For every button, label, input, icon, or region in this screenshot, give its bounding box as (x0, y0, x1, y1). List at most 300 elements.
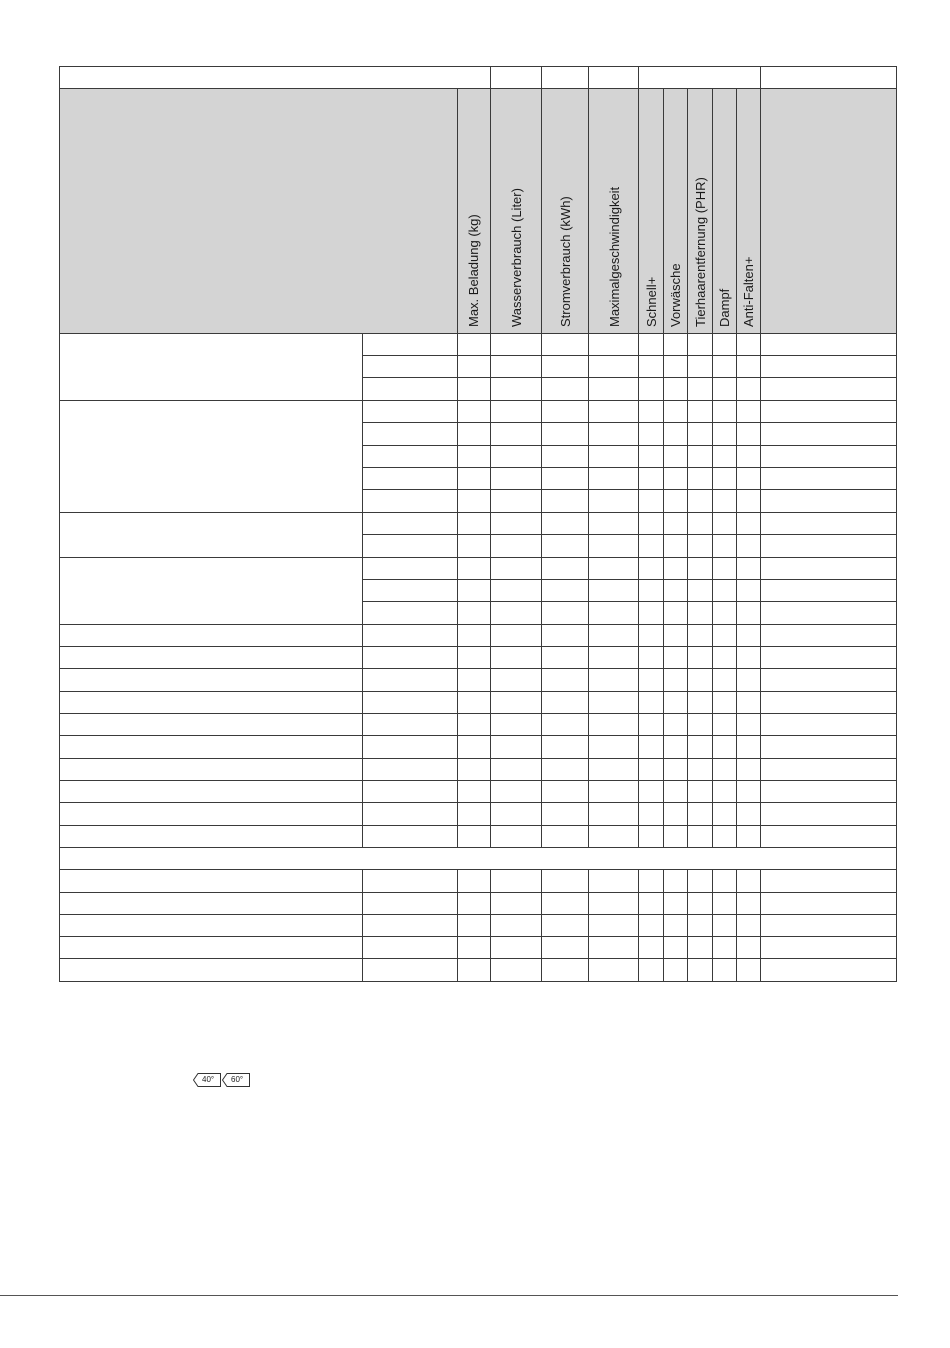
grid-line (736, 646, 737, 669)
grid-line (362, 892, 363, 915)
grid-line (736, 892, 737, 915)
grid-line (490, 601, 491, 625)
grid-line (663, 869, 664, 893)
grid-line (362, 445, 363, 468)
grid-line (663, 557, 664, 580)
grid-line (663, 691, 664, 714)
grid-line (541, 825, 542, 848)
grid-line (541, 489, 542, 513)
grid-line (588, 445, 589, 468)
grid-line (541, 646, 542, 669)
grid-line (457, 713, 458, 736)
grid-line (59, 66, 897, 67)
grid-line (59, 66, 60, 89)
grid-line (896, 758, 897, 781)
grid-line (736, 869, 737, 893)
grid-line (638, 936, 639, 959)
grid-line (736, 825, 737, 848)
grid-line (638, 88, 639, 333)
grid-line (638, 802, 639, 826)
grid-line (490, 400, 491, 423)
grid-line (712, 489, 713, 513)
grid-line (541, 88, 542, 333)
grid-line (59, 802, 897, 803)
grid-line (736, 422, 737, 446)
grid-line (638, 735, 639, 759)
col-header-pet-hair: Tierhaarentfernung (PHR) (693, 177, 708, 327)
grid-line (59, 333, 60, 356)
grid-line (687, 958, 688, 982)
grid-line (896, 646, 897, 669)
grid-line (362, 825, 363, 848)
grid-line (588, 534, 589, 558)
grid-line (687, 601, 688, 625)
grid-line (362, 624, 363, 647)
temp-40-label: 40° (202, 1075, 215, 1084)
grid-line (638, 780, 639, 803)
grid-line (457, 691, 458, 714)
grid-line (760, 914, 761, 937)
grid-line (760, 88, 761, 333)
grid-line (736, 557, 737, 580)
grid-line (663, 914, 664, 937)
grid-line (663, 422, 664, 446)
grid-line (490, 333, 491, 356)
grid-line (760, 445, 761, 468)
grid-line (490, 66, 491, 89)
grid-line (896, 825, 897, 848)
grid-line (490, 534, 491, 558)
grid-line (736, 400, 737, 423)
grid-line (59, 825, 60, 848)
grid-line (760, 646, 761, 669)
grid-line (687, 377, 688, 401)
grid-line (638, 601, 639, 625)
grid-line (663, 377, 664, 401)
grid-line (896, 713, 897, 736)
grid-line (736, 601, 737, 625)
grid-line (663, 333, 664, 356)
grid-line (59, 869, 897, 870)
grid-line (687, 355, 688, 378)
grid-line (457, 601, 458, 625)
grid-line (59, 400, 60, 423)
grid-line (59, 713, 897, 714)
grid-line (457, 333, 458, 356)
grid-line (457, 489, 458, 513)
grid-line (638, 355, 639, 378)
grid-line (59, 668, 897, 669)
grid-line (638, 467, 639, 490)
grid-line (362, 958, 363, 982)
grid-line (490, 557, 491, 580)
grid-line (760, 579, 761, 602)
col-header-prewash: Vorwäsche (668, 263, 683, 327)
grid-line (59, 534, 60, 558)
grid-line (59, 914, 897, 915)
grid-line (588, 601, 589, 625)
grid-line (541, 802, 542, 826)
grid-line (541, 534, 542, 558)
grid-line (541, 467, 542, 490)
grid-line (638, 512, 639, 535)
grid-line (638, 333, 639, 356)
grid-line (638, 422, 639, 446)
grid-line (59, 936, 60, 959)
grid-line (59, 377, 60, 401)
grid-line (541, 377, 542, 401)
grid-line (687, 512, 688, 535)
col-header-energy: Stromverbrauch (kWh) (558, 196, 573, 327)
grid-line (457, 735, 458, 759)
grid-line (588, 758, 589, 781)
grid-line (760, 512, 761, 535)
temp-40-icon (193, 1073, 221, 1087)
grid-line (457, 377, 458, 401)
grid-line (712, 914, 713, 937)
grid-line (588, 735, 589, 759)
grid-line (59, 557, 897, 558)
grid-line (687, 400, 688, 423)
grid-line (687, 557, 688, 580)
grid-line (59, 467, 60, 490)
grid-line (541, 713, 542, 736)
grid-line (638, 66, 639, 89)
grid-line (736, 355, 737, 378)
grid-line (362, 601, 897, 602)
grid-line (687, 646, 688, 669)
temp-60-label: 60° (231, 1075, 244, 1084)
grid-line (490, 467, 491, 490)
grid-line (59, 847, 897, 848)
grid-line (760, 400, 761, 423)
grid-line (541, 936, 542, 959)
grid-line (638, 668, 639, 692)
temp-60-icon (222, 1073, 250, 1087)
grid-line (712, 668, 713, 692)
grid-line (490, 377, 491, 401)
grid-line (736, 333, 737, 356)
grid-line (588, 802, 589, 826)
grid-line (541, 579, 542, 602)
col-header-anti-crease: Anti-Falten+ (741, 256, 756, 327)
grid-line (663, 735, 664, 759)
grid-line (59, 758, 897, 759)
grid-line (490, 869, 491, 893)
grid-line (760, 467, 761, 490)
grid-line (663, 400, 664, 423)
grid-line (490, 825, 491, 848)
grid-line (490, 445, 491, 468)
grid-line (362, 377, 897, 378)
grid-line (588, 467, 589, 490)
grid-line (663, 489, 664, 513)
grid-line (457, 646, 458, 669)
grid-line (59, 646, 897, 647)
grid-line (760, 735, 761, 759)
grid-line (362, 646, 363, 669)
grid-line (59, 624, 60, 647)
grid-line (59, 735, 60, 759)
grid-line (896, 802, 897, 826)
grid-line (362, 557, 363, 580)
grid-line (736, 489, 737, 513)
grid-line (896, 422, 897, 446)
grid-line (588, 489, 589, 513)
grid-line (59, 914, 60, 937)
grid-line (896, 735, 897, 759)
grid-line (736, 512, 737, 535)
grid-line (638, 445, 639, 468)
grid-line (663, 601, 664, 625)
grid-line (588, 377, 589, 401)
grid-line (712, 958, 713, 982)
grid-line (712, 624, 713, 647)
grid-line (588, 869, 589, 893)
grid-line (457, 758, 458, 781)
grid-line (663, 445, 664, 468)
footer-rule (0, 1295, 898, 1296)
grid-line (760, 892, 761, 915)
grid-line (736, 802, 737, 826)
grid-line (362, 489, 363, 513)
grid-line (457, 400, 458, 423)
grid-line (362, 780, 363, 803)
grid-line (712, 400, 713, 423)
col-header-quick: Schnell+ (644, 276, 659, 327)
grid-line (362, 512, 363, 535)
grid-line (712, 758, 713, 781)
grid-line (760, 534, 761, 558)
grid-line (638, 713, 639, 736)
grid-line (687, 713, 688, 736)
grid-line (588, 557, 589, 580)
grid-line (896, 668, 897, 692)
grid-line (59, 981, 897, 982)
grid-line (663, 758, 664, 781)
grid-line (687, 489, 688, 513)
grid-line (362, 400, 363, 423)
grid-line (362, 869, 363, 893)
grid-line (896, 579, 897, 602)
grid-line (362, 601, 363, 625)
grid-line (59, 802, 60, 826)
grid-line (59, 557, 60, 580)
grid-line (588, 88, 589, 333)
grid-line (687, 422, 688, 446)
grid-line (490, 758, 491, 781)
grid-line (457, 668, 458, 692)
grid-line (588, 825, 589, 848)
grid-line (457, 445, 458, 468)
grid-line (712, 601, 713, 625)
grid-line (896, 892, 897, 915)
grid-line (896, 534, 897, 558)
grid-line (490, 936, 491, 959)
grid-line (760, 825, 761, 848)
grid-line (638, 758, 639, 781)
grid-line (457, 422, 458, 446)
grid-line (59, 691, 897, 692)
grid-line (896, 601, 897, 625)
grid-line (687, 534, 688, 558)
grid-line (638, 534, 639, 558)
grid-line (588, 713, 589, 736)
grid-line (490, 691, 491, 714)
grid-line (712, 825, 713, 848)
grid-line (760, 780, 761, 803)
grid-line (896, 847, 897, 870)
grid-line (663, 892, 664, 915)
grid-line (712, 422, 713, 446)
grid-line (760, 869, 761, 893)
grid-line (896, 467, 897, 490)
grid-line (712, 892, 713, 915)
grid-line (760, 557, 761, 580)
grid-line (541, 691, 542, 714)
grid-line (663, 512, 664, 535)
grid-line (638, 691, 639, 714)
grid-line (457, 802, 458, 826)
grid-line (362, 534, 897, 535)
grid-line (736, 758, 737, 781)
grid-line (896, 914, 897, 937)
grid-line (59, 445, 60, 468)
grid-line (760, 422, 761, 446)
grid-line (712, 333, 713, 356)
grid-line (712, 512, 713, 535)
grid-line (760, 758, 761, 781)
grid-line (736, 914, 737, 937)
grid-line (687, 88, 688, 333)
grid-line (760, 936, 761, 959)
grid-line (896, 780, 897, 803)
grid-line (59, 780, 897, 781)
grid-line (663, 579, 664, 602)
grid-line (541, 780, 542, 803)
grid-line (736, 668, 737, 692)
grid-line (457, 355, 458, 378)
grid-line (687, 892, 688, 915)
grid-line (490, 646, 491, 669)
grid-line (896, 557, 897, 580)
grid-line (760, 66, 761, 89)
grid-line (59, 869, 60, 893)
grid-line (687, 758, 688, 781)
grid-line (638, 892, 639, 915)
grid-line (490, 802, 491, 826)
grid-line (541, 758, 542, 781)
grid-line (712, 713, 713, 736)
grid-line (896, 489, 897, 513)
grid-line (663, 825, 664, 848)
grid-line (541, 355, 542, 378)
grid-line (362, 579, 363, 602)
grid-line (362, 422, 363, 446)
grid-line (663, 936, 664, 959)
grid-line (59, 512, 60, 535)
grid-line (362, 713, 363, 736)
grid-line (362, 802, 363, 826)
grid-line (663, 802, 664, 826)
grid-line (736, 88, 737, 333)
grid-line (588, 66, 589, 89)
grid-line (588, 958, 589, 982)
grid-line (59, 825, 897, 826)
grid-line (687, 691, 688, 714)
grid-line (362, 377, 363, 401)
grid-line (712, 557, 713, 580)
grid-line (687, 735, 688, 759)
grid-line (663, 780, 664, 803)
grid-line (59, 936, 897, 937)
grid-line (457, 557, 458, 580)
grid-line (59, 691, 60, 714)
grid-line (687, 936, 688, 959)
grid-line (59, 489, 60, 513)
grid-line (712, 88, 713, 333)
grid-line (59, 713, 60, 736)
grid-line (760, 377, 761, 401)
grid-line (896, 355, 897, 378)
grid-line (490, 624, 491, 647)
grid-line (736, 624, 737, 647)
grid-line (638, 489, 639, 513)
grid-line (687, 668, 688, 692)
grid-line (362, 333, 363, 356)
grid-line (896, 691, 897, 714)
grid-line (59, 892, 60, 915)
grid-line (760, 601, 761, 625)
grid-line (588, 780, 589, 803)
grid-line (588, 512, 589, 535)
grid-line (541, 400, 542, 423)
grid-line (59, 780, 60, 803)
grid-line (490, 579, 491, 602)
grid-line (362, 579, 897, 580)
grid-line (588, 400, 589, 423)
grid-line (588, 892, 589, 915)
grid-line (457, 892, 458, 915)
grid-line (588, 355, 589, 378)
grid-line (736, 780, 737, 803)
grid-line (59, 400, 897, 401)
grid-line (541, 892, 542, 915)
grid-line (588, 668, 589, 692)
grid-line (712, 780, 713, 803)
grid-line (712, 646, 713, 669)
grid-line (541, 735, 542, 759)
grid-line (712, 869, 713, 893)
grid-line (362, 467, 897, 468)
grid-line (638, 579, 639, 602)
grid-line (638, 825, 639, 848)
grid-line (760, 713, 761, 736)
grid-line (712, 691, 713, 714)
grid-line (457, 914, 458, 937)
grid-line (457, 512, 458, 535)
grid-line (638, 400, 639, 423)
grid-line (663, 534, 664, 558)
grid-line (490, 88, 491, 333)
grid-line (687, 780, 688, 803)
grid-line (896, 624, 897, 647)
grid-line (687, 445, 688, 468)
grid-line (541, 869, 542, 893)
grid-line (362, 355, 363, 378)
grid-line (588, 333, 589, 356)
grid-line (490, 668, 491, 692)
